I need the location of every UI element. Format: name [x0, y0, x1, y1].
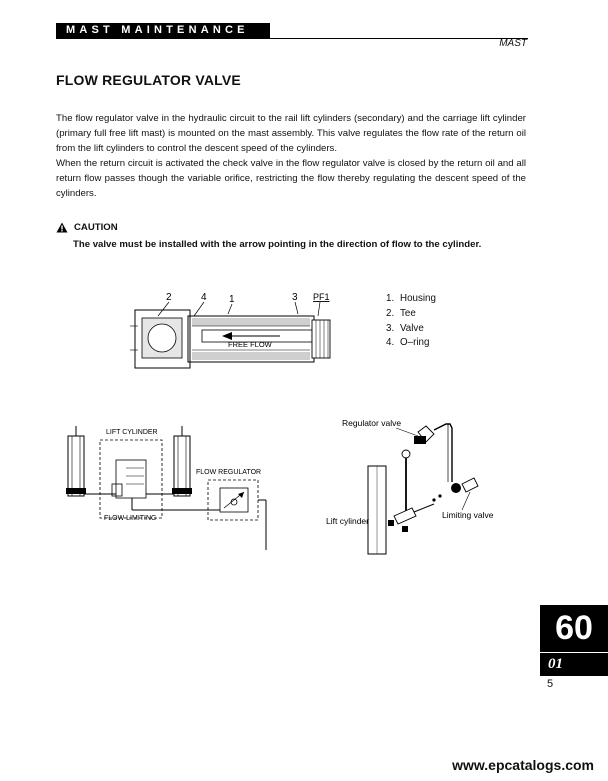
- legend-item: 4. O–ring: [386, 337, 430, 349]
- regulator-valve-label: Regulator valve: [342, 418, 402, 428]
- sub-section-tab: 01: [540, 653, 608, 676]
- caution-block: [56, 222, 526, 252]
- callout-1: 1: [229, 294, 235, 305]
- valve-cross-section-figure: [130, 288, 340, 372]
- parts-legend: [386, 292, 436, 351]
- chapter-label: MAST: [499, 38, 527, 49]
- section-number-tab: 60: [540, 605, 608, 652]
- flow-regulator-label: FLOW REGULATOR: [196, 469, 262, 476]
- paragraph-2: When the return circuit is activated the check valve in the flow regulator valve is closed by the return oil and all return flow passes though the variable orifice, restricting the flow thereby regulating the descent speed of the cylinders.: [56, 158, 526, 200]
- watermark: www.epcatalogs.com: [452, 757, 594, 773]
- flow-limiting-label: FLOW LIMITING: [104, 515, 157, 522]
- callout-2: 2: [166, 292, 172, 303]
- port-label: PF1: [313, 292, 330, 302]
- lift-cylinder-label: LIFT CYLINDER: [106, 429, 158, 436]
- flow-label: FREE FLOW: [228, 340, 272, 349]
- caution-text: The valve must be installed with the arrow pointing in the direction of flow to the cylinder.: [73, 239, 482, 250]
- lift-cylinder-label-2: Lift cylinder: [326, 516, 369, 526]
- warning-icon: [56, 222, 68, 233]
- caution-heading: [56, 222, 526, 233]
- page-number: 5: [547, 678, 554, 690]
- caution-heading-text: CAUTION: [74, 222, 118, 233]
- hydraulic-circuit-figure: [62, 422, 272, 554]
- legend-item: 2. Tee: [386, 307, 416, 319]
- page-title: FLOW REGULATOR VALVE: [56, 72, 241, 88]
- body-text: [56, 111, 526, 202]
- header-rule: [56, 38, 528, 39]
- callout-3: 3: [292, 292, 298, 303]
- limiting-valve-label: Limiting valve: [442, 510, 494, 520]
- callout-4: 4: [201, 292, 207, 303]
- legend-item: 3. Valve: [386, 322, 424, 334]
- legend-item: 1. Housing: [386, 293, 436, 304]
- section-header-bar: MAST MAINTENANCE: [56, 23, 270, 38]
- installation-figure: [322, 412, 508, 558]
- paragraph-1: The flow regulator valve in the hydraulic circuit to the rail lift cylinders (secondary) and the carriage lift cylinder (primary full free lift mast) is mounted on the mast assembly. This valve regulates the flow rate of the return oil from the lift cylinders to control the descent speed of the cylinders.: [56, 113, 526, 155]
